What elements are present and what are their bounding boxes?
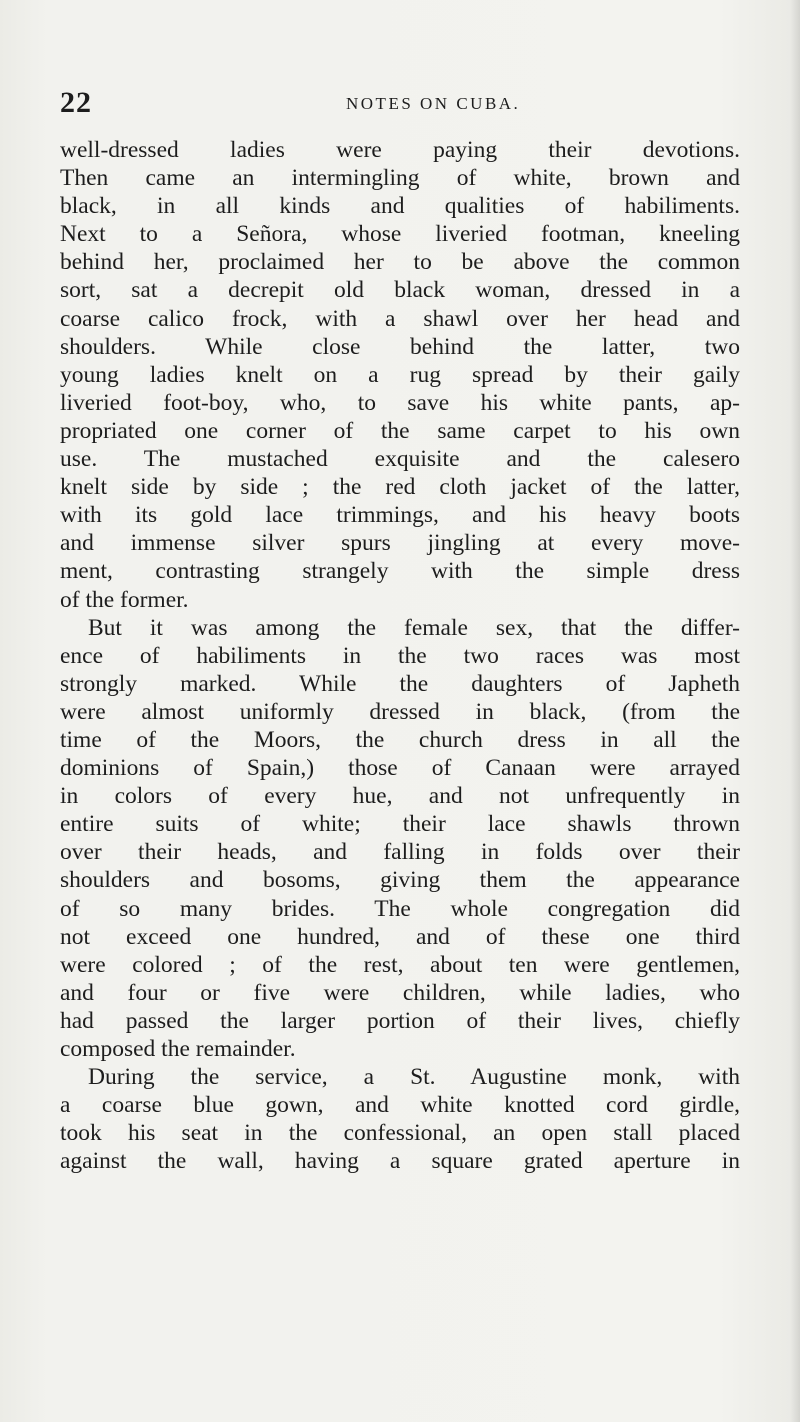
text-line: black, in all kinds and qualities of habiliments. bbox=[60, 193, 740, 220]
running-title: NOTES ON CUBA. bbox=[346, 94, 521, 113]
text-line: were colored ; of the rest, about ten were gentlemen, bbox=[60, 951, 740, 978]
text-line: entire suits of white; their lace shawls thrown bbox=[60, 811, 740, 838]
text-line: liveried foot-boy, who, to save his white pants, ap- bbox=[60, 389, 740, 416]
text-line: young ladies knelt on a rug spread by their gaily bbox=[60, 361, 740, 388]
text-line: shoulders. While close behind the latter, two bbox=[60, 333, 740, 360]
text-line: and immense silver spurs jingling at every move- bbox=[60, 530, 740, 557]
text-line: strongly marked. While the daughters of Japheth bbox=[60, 670, 740, 697]
text-line: had passed the larger portion of their lives, chiefly bbox=[60, 1007, 740, 1034]
text-line: ment, contrasting strangely with the simple dress bbox=[60, 558, 740, 585]
text-line: Next to a Señora, whose liveried footman, kneeling bbox=[60, 221, 740, 248]
text-line: in colors of every hue, and not unfrequently in bbox=[60, 783, 740, 810]
text-line: dominions of Spain,) those of Canaan were arrayed bbox=[60, 755, 740, 782]
text-line: propriated one corner of the same carpet to his own bbox=[60, 417, 740, 444]
text-line: use. The mustached exquisite and the calesero bbox=[60, 446, 740, 473]
text-line: time of the Moors, the church dress in all the bbox=[60, 726, 740, 753]
text-line: composed the remainder. bbox=[60, 1036, 296, 1062]
text-line: with its gold lace trimmings, and his heavy boots bbox=[60, 502, 740, 529]
body-text bbox=[60, 136, 740, 1175]
page-edge-shadow bbox=[790, 0, 800, 1422]
text-line: But it was among the female sex, that the differ- bbox=[88, 614, 740, 641]
text-line: and four or five were children, while ladies, who bbox=[60, 979, 740, 1006]
text-line: were almost uniformly dressed in black, (from the bbox=[60, 698, 740, 725]
running-head bbox=[60, 86, 740, 126]
text-line: over their heads, and falling in folds over their bbox=[60, 839, 740, 866]
text-line: of so many brides. The whole congregation did bbox=[60, 895, 740, 922]
text-line: shoulders and bosoms, giving them the appearance bbox=[60, 867, 740, 894]
text-line: ence of habiliments in the two races was most bbox=[60, 642, 740, 669]
text-line: against the wall, having a square grated aperture in bbox=[60, 1148, 740, 1175]
text-line: Then came an intermingling of white, brown and bbox=[60, 165, 740, 192]
text-line: sort, sat a decrepit old black woman, dressed in a bbox=[60, 277, 740, 304]
text-line: knelt side by side ; the red cloth jacket of the latter, bbox=[60, 474, 740, 501]
text-line: took his seat in the confessional, an open stall placed bbox=[60, 1120, 740, 1147]
text-line: coarse calico frock, with a shawl over her head and bbox=[60, 305, 740, 332]
text-line: well-dressed ladies were paying their devotions. bbox=[60, 137, 740, 163]
text-line: a coarse blue gown, and white knotted cord girdle, bbox=[60, 1092, 740, 1119]
text-line: behind her, proclaimed her to be above the common bbox=[60, 249, 740, 276]
text-line: During the service, a St. Augustine monk, with bbox=[88, 1064, 740, 1091]
text-line: of the former. bbox=[60, 586, 189, 613]
text-line: not exceed one hundred, and of these one third bbox=[60, 923, 740, 950]
page-number: 22 bbox=[60, 86, 92, 119]
